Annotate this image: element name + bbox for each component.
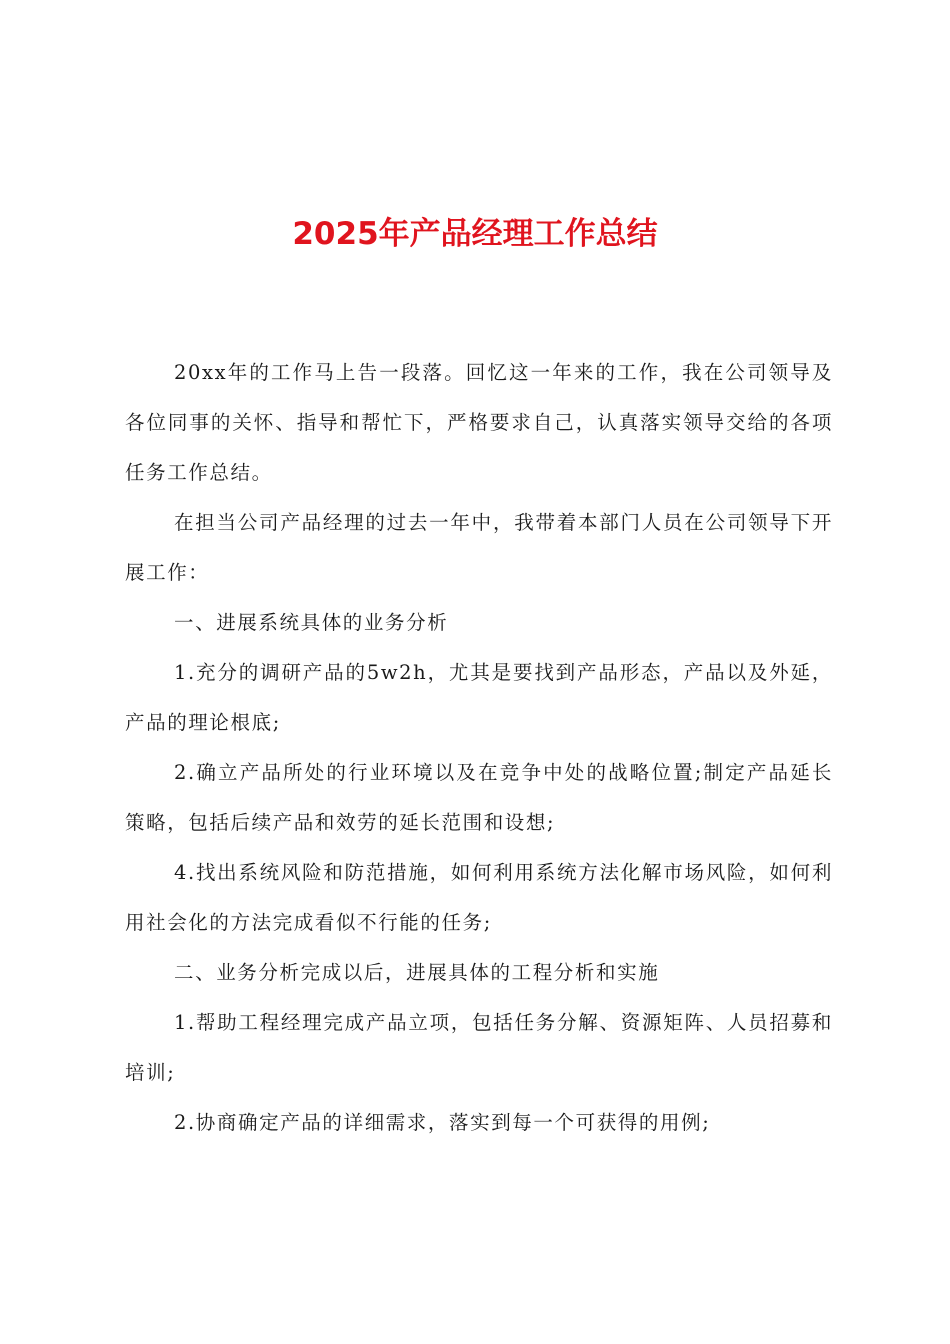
list-item-1-2: 2.确立产品所处的行业环境以及在竞争中处的战略位置;制定产品延长策略，包括后续产品和效劳的延长范围和设想;: [125, 761, 833, 834]
section-heading-1: 一、进展系统具体的业务分析: [174, 611, 449, 634]
list-item-2-1: 1.帮助工程经理完成产品立项，包括任务分解、资源矩阵、人员招募和培训;: [125, 1011, 833, 1084]
list-item-1-4: 4.找出系统风险和防范措施，如何利用系统方法化解市场风险，如何利用社会化的方法完成看似不行能的任务;: [125, 861, 833, 934]
list-item-2-2: 2.协商确定产品的详细需求，落实到每一个可获得的用例;: [174, 1111, 711, 1134]
document-title: 2025年产品经理工作总结: [292, 216, 658, 252]
section-heading-2: 二、业务分析完成以后，进展具体的工程分析和实施: [174, 961, 660, 984]
list-item-1-1: 1.充分的调研产品的5w2h，尤其是要找到产品形态，产品以及外延，产品的理论根底;: [125, 661, 833, 734]
paragraph-intro: 20xx年的工作马上告一段落。回忆这一年来的工作，我在公司领导及各位同事的关怀、指导和帮忙下，严格要求自己，认真落实领导交给的各项任务工作总结。: [125, 361, 833, 484]
document-body: [125, 348, 833, 1148]
paragraph-role: 在担当公司产品经理的过去一年中，我带着本部门人员在公司领导下开展工作：: [125, 511, 833, 584]
